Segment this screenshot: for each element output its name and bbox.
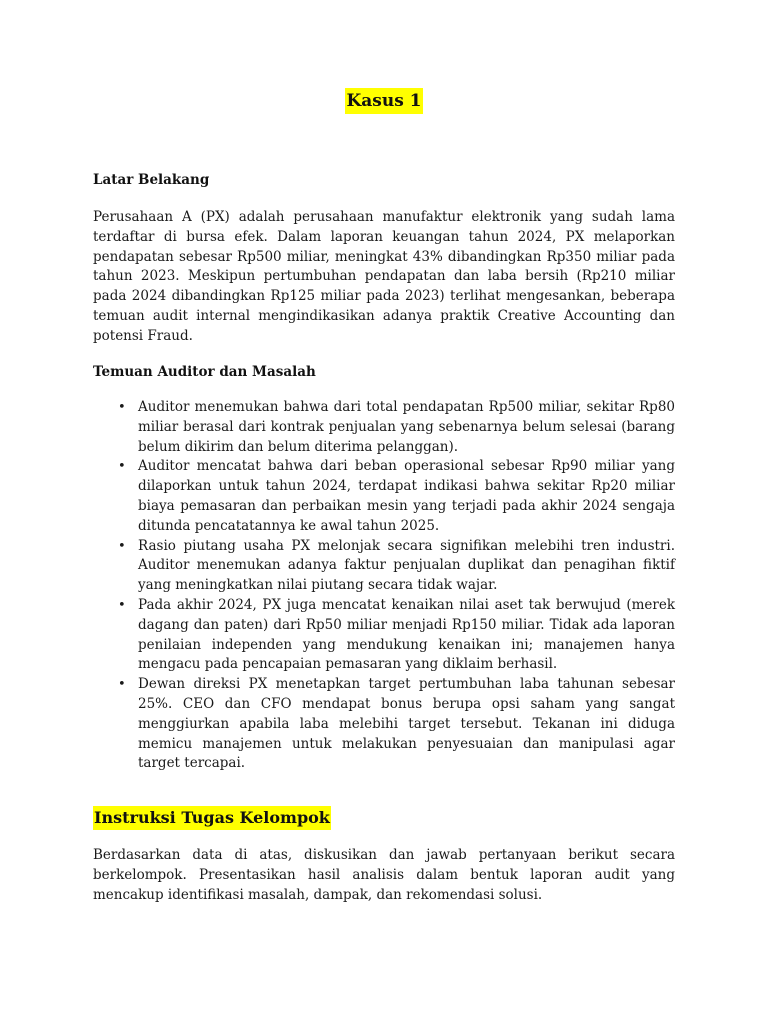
list-item-text: Auditor mencatat bahwa dari beban operasional sebesar Rp90 miliar yang dilaporkan untuk tahun 2024, terdapat indikasi bahwa sekitar Rp20 miliar biaya pemasaran dan perbaikan mesin yang terjadi pada akhir 2024 sengaja ditunda pencatatannya ke awal tahun 2025. <box>138 458 675 534</box>
bullet-icon: • <box>118 459 126 475</box>
list-item-text: Auditor menemukan bahwa dari total pendapatan Rp500 miliar, sekitar Rp80 miliar berasal dari kontrak penjualan yang sebenarnya belum selesai (barang belum dikirim dan belum diterima pelanggan). <box>138 399 675 455</box>
title-container <box>93 88 675 114</box>
findings-heading: Temuan Auditor dan Masalah <box>93 364 316 380</box>
list-item <box>93 398 675 457</box>
list-item <box>93 457 675 536</box>
instructions-heading: Instruksi Tugas Kelompok <box>93 806 331 830</box>
background-heading: Latar Belakang <box>93 172 210 188</box>
list-item-text: Dewan direksi PX menetapkan target pertumbuhan laba tahunan sebesar 25%. CEO dan CFO mendapat bonus berupa opsi saham yang sangat menggiurkan apabila laba melebihi target tersebut. Tekanan ini diduga memicu manajemen untuk melakukan penyesuaian dan manipulasi agar target tercapai. <box>138 676 675 772</box>
list-item-text: Rasio piutang usaha PX melonjak secara signifikan melebihi tren industri. Auditor menemukan adanya faktur penjualan duplikat dan penagihan fiktif yang meningkatkan nilai piutang secara tidak wajar. <box>138 537 675 594</box>
bullet-icon: • <box>118 400 126 415</box>
bullet-icon: • <box>118 597 126 613</box>
list-item <box>93 675 675 774</box>
bullet-icon: • <box>118 538 126 554</box>
background-paragraph: Perusahaan A (PX) adalah perusahaan manufaktur elektronik yang sudah lama terdaftar di bursa efek. Dalam laporan keuangan tahun 2024, PX melaporkan pendapatan sebesar Rp500 miliar, meningkat 43% dibandingkan Rp350 miliar pada tahun 2023. Meskipun pertumbuhan pendapatan dan laba bersih (Rp210 miliar pada 2024 dibandingkan Rp125 miliar pada 2023) terlihat mengesankan, beberapa temuan audit internal mengindikasikan adanya praktik Creative Accounting dan potensi Fraud. <box>93 209 675 344</box>
page-title: Kasus 1 <box>345 88 422 114</box>
list-item-text: Pada akhir 2024, PX juga mencatat kenaikan nilai aset tak berwujud (merek dagang dan paten) dari Rp50 miliar menjadi Rp150 miliar. Tidak ada laporan penilaian independen yang mendukung kenaikan ini; manajemen hanya mengacu pada pencapaian pemasaran yang diklaim berhasil. <box>138 596 675 673</box>
bullet-icon: • <box>118 677 126 693</box>
instructions-paragraph: Berdasarkan data di atas, diskusikan dan jawab pertanyaan berikut secara berkelompok. Presentasikan hasil analisis dalam bentuk laporan audit yang mencakup identifikasi masalah, dampak, dan rekomendasi solusi. <box>93 847 675 903</box>
list-item <box>93 537 675 596</box>
findings-list <box>93 398 675 774</box>
list-item <box>93 596 675 675</box>
